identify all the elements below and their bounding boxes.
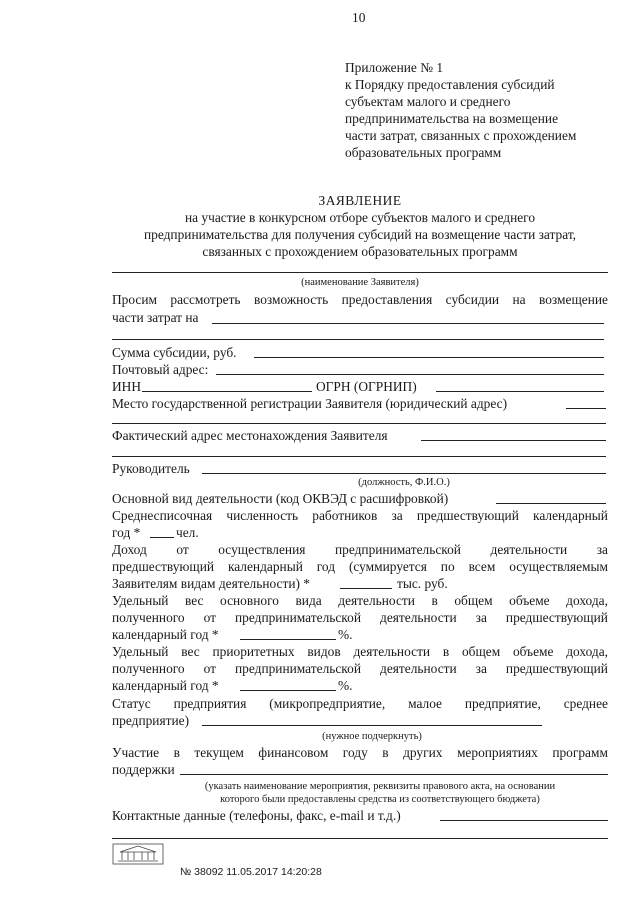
actual-address-field-2[interactable] [112,456,606,457]
inn-label: ИНН [112,379,142,394]
participation-field[interactable] [180,774,608,775]
share-main-unit: %. [338,627,353,642]
ogrn-field[interactable] [436,391,604,392]
applicant-caption: (наименование Заявителя) [301,277,419,288]
income-line-1: Доход от осуществления предпринимательской деятельности за [112,542,608,557]
registration-place-field[interactable] [566,408,606,409]
status-field[interactable] [202,725,542,726]
share-main-field[interactable] [240,639,336,640]
inn-field[interactable] [142,391,312,392]
appendix-line: субъектам малого и среднего [345,94,511,109]
contacts-field[interactable] [440,820,608,821]
headcount-unit: чел. [176,525,199,540]
income-line-3-label: Заявителям видам деятельности) * [112,576,310,591]
participation-caption-1: (указать наименование мероприятия, реквизиты правового акта, на основании [204,781,556,792]
share-priority-line-3-label: календарный год * [112,678,219,693]
document-subtitle: предпринимательства для получения субсидий на возмещение части затрат, [143,227,577,242]
expense-purpose-field[interactable] [212,323,604,324]
document-subtitle: связанных с прохождением образовательных программ [202,244,518,259]
income-field[interactable] [340,588,392,589]
share-main-line-3-label: календарный год * [112,627,219,642]
document-registration-stamp: № 38092 11.05.2017 14:20:28 [180,866,322,878]
participation-line-1: Участие в текущем финансовом году в других мероприятиях программ [112,745,608,760]
status-line-1: Статус предприятия (микропредприятие, малое предприятие, среднее [112,696,608,711]
share-priority-line-1: Удельный вес приоритетных видов деятельности в общем объеме дохода, [112,644,608,659]
appendix-line: части затрат, связанных с прохождением [345,128,577,143]
headcount-field[interactable] [150,537,174,538]
share-main-line-1: Удельный вес основного вида деятельности в общем объеме дохода, [112,593,608,608]
status-line-2: предприятие) [112,713,190,728]
request-line-1: Просим рассмотреть возможность предоставления субсидии на возмещение [112,292,608,307]
appendix-line: к Порядку предоставления субсидий [345,77,555,92]
participation-caption-2: которого были предоставлены средства из соответствующего бюджета) [220,794,540,805]
headcount-year-label: год * [112,525,141,540]
postal-address-label: Почтовый адрес: [112,362,209,377]
appendix-title: Приложение № 1 [345,60,444,75]
building-stamp-icon [112,843,164,865]
headcount-line-1: Среднесписочная численность работников за предшествующий календарный [112,508,608,523]
request-line-2: части затрат на [112,310,199,325]
page-number: 10 [352,10,366,25]
ogrn-label: ОГРН (ОГРНИП) [316,379,417,394]
income-line-2: предшествующий календарный год (суммируется по всем осуществляемым [112,559,608,574]
actual-address-label: Фактический адрес местонахождения Заявителя [112,428,388,443]
document-subtitle: на участие в конкурсном отборе субъектов малого и среднего [184,210,536,225]
income-unit: тыс. руб. [397,576,448,591]
head-caption: (должность, Ф.И.О.) [358,477,450,488]
head-label: Руководитель [112,461,190,476]
subsidy-amount-label: Сумма субсидии, руб. [112,345,237,360]
head-field[interactable] [202,473,606,474]
main-activity-label: Основной вид деятельности (код ОКВЭД с расшифровкой) [112,491,449,506]
status-caption: (нужное подчеркнуть) [322,731,422,742]
registration-place-field-2[interactable] [112,423,606,424]
share-priority-unit: %. [338,678,353,693]
contacts-label: Контактные данные (телефоны, факс, e-mail и т.д.) [112,808,401,823]
subsidy-amount-field[interactable] [254,357,604,358]
registration-place-label: Место государственной регистрации Заявителя (юридический адрес) [112,396,508,411]
participation-line-2: поддержки [112,762,175,777]
postal-address-field[interactable] [216,374,604,375]
share-priority-line-2: полученного от предпринимательской деятельности за предшествующий [112,661,608,676]
document-title: ЗАЯВЛЕНИЕ [318,193,402,208]
actual-address-field[interactable] [421,440,606,441]
main-activity-field[interactable] [496,503,606,504]
share-main-line-2: полученного от предпринимательской деятельности за предшествующий [112,610,608,625]
share-priority-field[interactable] [240,690,336,691]
appendix-line: предпринимательства на возмещение [345,111,559,126]
contacts-field-2[interactable] [112,838,608,839]
expense-purpose-field-2[interactable] [112,339,604,340]
applicant-name-field[interactable] [112,272,608,273]
appendix-line: образовательных программ [345,145,502,160]
